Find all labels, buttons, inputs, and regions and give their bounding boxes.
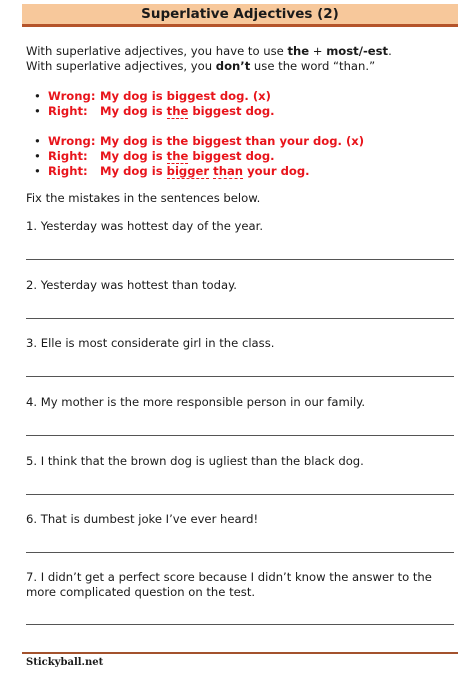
example-item — [48, 89, 275, 104]
example-item — [48, 104, 275, 119]
question-item: 3. Elle is most considerate girl in the class. — [26, 336, 275, 350]
example-list-1 — [48, 89, 275, 119]
question-item: 6. That is dumbest joke I’ve ever heard! — [26, 512, 259, 526]
example-text: your dog. — [243, 164, 310, 178]
question-item: 2. Yesterday was hottest than today. — [26, 278, 237, 292]
footer-divider — [22, 652, 458, 654]
answer-line[interactable] — [26, 624, 454, 625]
example-label: Right: — [48, 104, 88, 118]
intro-text — [26, 44, 392, 74]
intro-2b: don’t — [215, 59, 251, 73]
example-underlined: than — [213, 164, 244, 178]
answer-line[interactable] — [26, 435, 454, 436]
example-label: Right: — [48, 164, 88, 178]
example-text: My dog is biggest dog. (x) — [100, 89, 271, 103]
question-item: 7. I didn’t get a perfect score because I didn’t know the answer to the more complicated question on the test. — [26, 570, 432, 599]
intro-1a: With superlative adjectives, you have to use — [26, 44, 288, 58]
example-text: My dog is the biggest than your dog. (x) — [100, 134, 365, 148]
example-label: Right: — [48, 149, 88, 163]
example-underlined: the — [166, 104, 189, 118]
intro-1c: + — [309, 44, 327, 58]
example-item — [48, 134, 364, 149]
intro-2a: With superlative adjectives, you — [26, 59, 216, 73]
example-text: biggest dog. — [188, 104, 275, 118]
example-text: My dog is — [100, 149, 167, 163]
example-text: My dog is — [100, 164, 167, 178]
example-list-2 — [48, 134, 364, 179]
intro-2c: use the word “than.” — [250, 59, 376, 73]
worksheet-title: Superlative Adjectives (2) — [22, 4, 458, 27]
answer-line[interactable] — [26, 552, 454, 553]
intro-line-2 — [26, 59, 392, 74]
intro-line-1 — [26, 44, 392, 59]
example-item — [48, 149, 364, 164]
example-underlined: bigger — [166, 164, 210, 178]
question-item: 4. My mother is the more responsible person in our family. — [26, 395, 366, 409]
example-label: Wrong: — [48, 134, 96, 148]
answer-line[interactable] — [26, 494, 454, 495]
question-item: 5. I think that the brown dog is ugliest than the black dog. — [26, 454, 364, 468]
example-text: My dog is — [100, 104, 167, 118]
answer-line[interactable] — [26, 376, 454, 377]
example-text: biggest dog. — [188, 149, 275, 163]
footer-site-label: Stickyball.net — [26, 657, 104, 668]
example-underlined: the — [166, 149, 189, 163]
intro-1e: . — [388, 44, 392, 58]
question-item: 1. Yesterday was hottest day of the year. — [26, 219, 264, 233]
instruction-text: Fix the mistakes in the sentences below. — [26, 191, 261, 205]
answer-line[interactable] — [26, 318, 454, 319]
example-label: Wrong: — [48, 89, 96, 103]
intro-1b: the — [287, 44, 310, 58]
answer-line[interactable] — [26, 259, 454, 260]
intro-1d: most/-est — [326, 44, 389, 58]
example-item — [48, 164, 364, 179]
